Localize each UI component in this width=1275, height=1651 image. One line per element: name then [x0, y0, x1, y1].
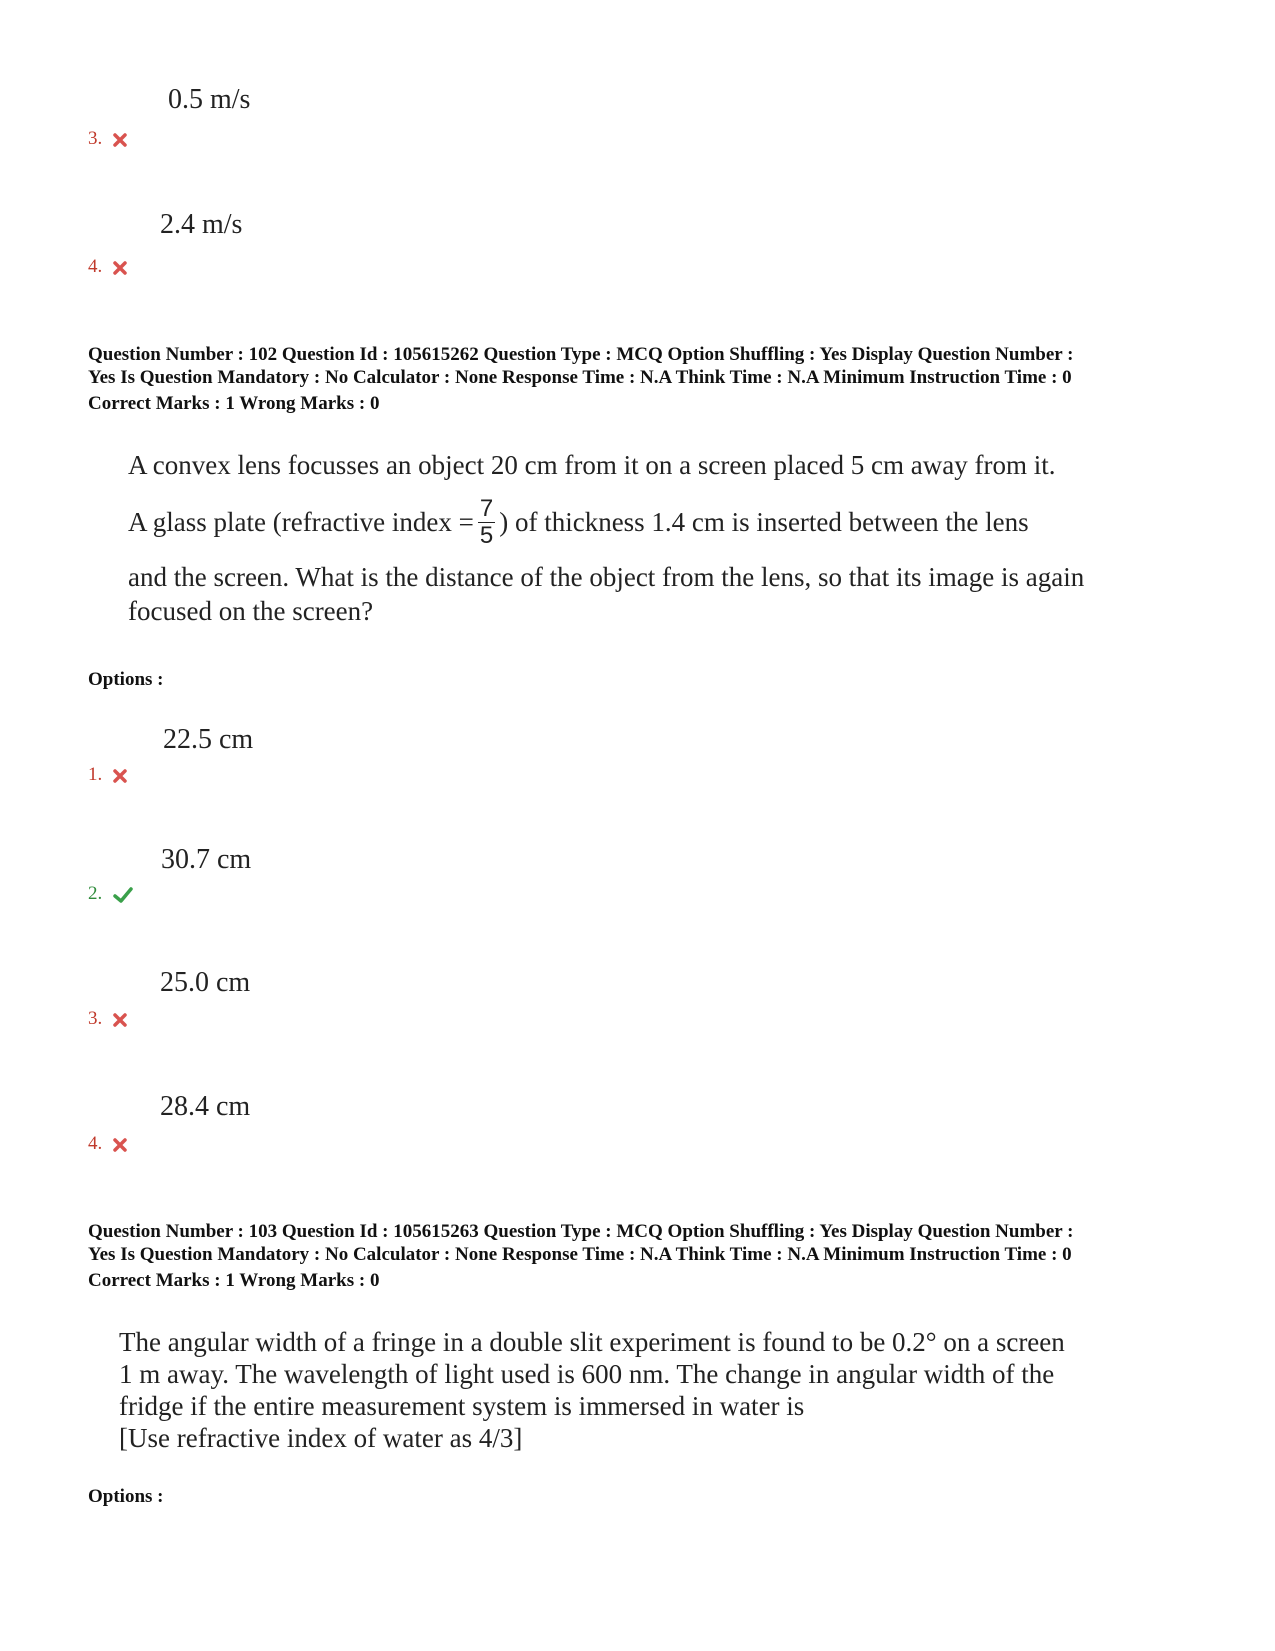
question-meta-line: Question Number : 102 Question Id : 105615262 Question Type : MCQ Option Shuffling : Yes Display Question Number : — [88, 344, 1074, 365]
cross-icon — [113, 1138, 127, 1152]
option-index: 1. — [88, 764, 103, 785]
option-number — [88, 1008, 127, 1030]
question-meta — [88, 1220, 1208, 1266]
fraction-denominator: 5 — [479, 521, 494, 549]
question-marks: Correct Marks : 1 Wrong Marks : 0 — [88, 393, 380, 414]
option-number — [88, 128, 127, 150]
question-text — [128, 450, 1128, 630]
question-text-line: A convex lens focusses an object 20 cm from it on a screen placed 5 cm away from it. — [128, 450, 1056, 480]
question-text-line: 1 m away. The wavelength of light used is 600 nm. The change in angular width of the — [119, 1359, 1055, 1389]
cross-icon — [113, 769, 127, 783]
question-meta-line: Yes Is Question Mandatory : No Calculator : None Response Time : N.A Think Time : N.A Minimum Instruction Time : 0 — [88, 1244, 1072, 1265]
question-text-segment: ) of thickness 1.4 cm is inserted between the lens — [499, 506, 1029, 537]
fraction-numerator: 7 — [479, 494, 494, 522]
question-text-line: and the screen. What is the distance of the object from the lens, so that its image is again — [128, 562, 1085, 592]
options-label: Options : — [88, 669, 164, 690]
question-text-line: The angular width of a fringe in a double slit experiment is found to be 0.2° on a screen — [119, 1327, 1065, 1357]
option-value: 2.4 m/s — [160, 209, 243, 240]
option-number — [88, 883, 133, 905]
question-meta-line: Yes Is Question Mandatory : No Calculator : None Response Time : N.A Think Time : N.A Minimum Instruction Time : 0 — [88, 367, 1072, 388]
cross-icon — [113, 133, 127, 147]
question-text-line: fridge if the entire measurement system is immersed in water is — [119, 1391, 805, 1421]
option-value: 25.0 cm — [160, 967, 251, 998]
option-index: 4. — [88, 1133, 103, 1154]
options-label: Options : — [88, 1486, 164, 1507]
option-value: 22.5 cm — [163, 724, 254, 755]
question-meta — [88, 343, 1208, 389]
option-index: 3. — [88, 128, 103, 149]
check-icon — [113, 886, 133, 904]
option-index: 4. — [88, 256, 103, 277]
question-meta-line: Question Number : 103 Question Id : 105615263 Question Type : MCQ Option Shuffling : Yes Display Question Number : — [88, 1221, 1074, 1242]
option-value: 0.5 m/s — [168, 84, 251, 115]
option-value: 30.7 cm — [161, 844, 252, 875]
option-index: 2. — [88, 883, 103, 904]
fraction — [478, 496, 495, 549]
question-marks: Correct Marks : 1 Wrong Marks : 0 — [88, 1270, 380, 1291]
option-number — [88, 764, 127, 786]
option-value: 28.4 cm — [160, 1091, 251, 1122]
option-number — [88, 256, 127, 278]
question-text-line: focused on the screen? — [128, 596, 374, 626]
cross-icon — [113, 1013, 127, 1027]
cross-icon — [113, 261, 127, 275]
option-index: 3. — [88, 1008, 103, 1029]
question-text-segment: A glass plate (refractive index = — [128, 506, 474, 537]
option-number — [88, 1133, 127, 1155]
question-text-line-fraction — [128, 494, 1128, 550]
question-text — [119, 1326, 1169, 1454]
question-text-line: [Use refractive index of water as 4/3] — [119, 1423, 523, 1453]
